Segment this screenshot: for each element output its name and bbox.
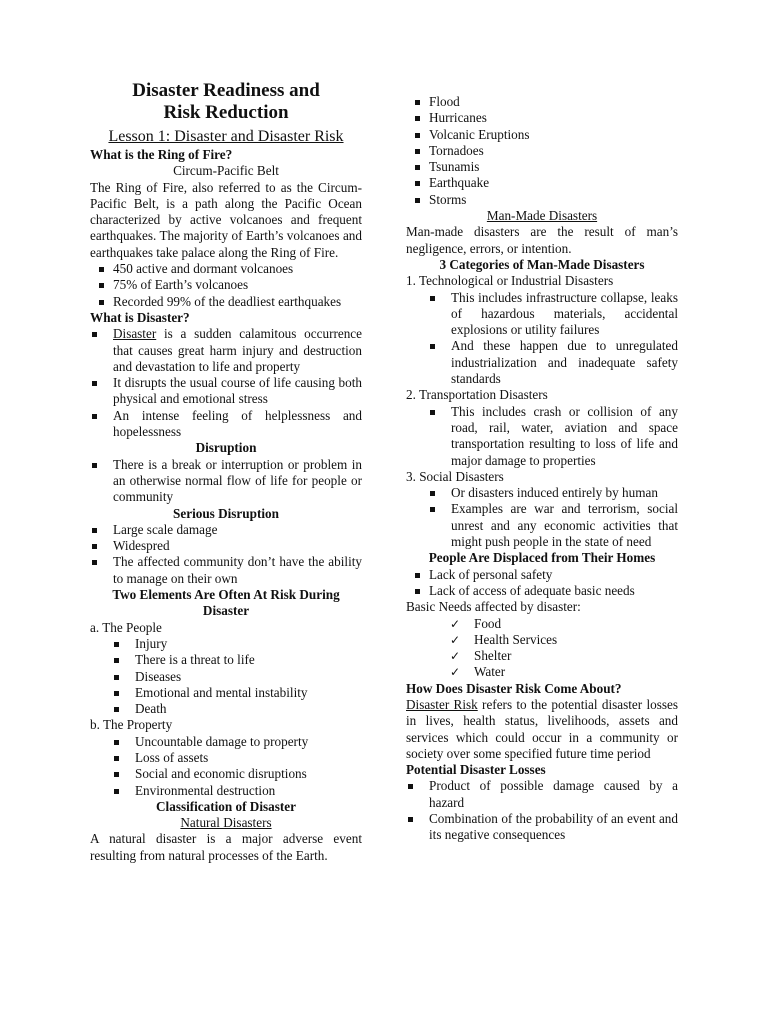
category-3-label: 3. Social Disasters (406, 468, 504, 484)
list-item: Social and economic disruptions (90, 766, 362, 782)
property-list (90, 734, 362, 799)
square-bullet-icon (114, 691, 119, 696)
square-bullet-icon (415, 181, 420, 186)
list-item: An intense feeling of helplessness and hopelessness (90, 408, 362, 441)
square-bullet-icon (430, 491, 435, 496)
square-bullet-icon (415, 198, 420, 203)
square-bullet-icon (92, 381, 97, 386)
square-bullet-icon (92, 414, 97, 419)
square-bullet-icon (415, 165, 420, 170)
square-bullet-icon (430, 507, 435, 512)
square-bullet-icon (114, 642, 119, 647)
classification-heading: Classification of Disaster (156, 798, 296, 814)
list-item: Flood (406, 94, 678, 110)
list-item: There is a threat to life (90, 652, 362, 668)
list-item: Storms (406, 192, 678, 208)
displaced-list (406, 567, 678, 600)
list-item: Hurricanes (406, 110, 678, 126)
list-item: 450 active and dormant volcanoes (90, 261, 362, 277)
square-bullet-icon (114, 675, 119, 680)
list-item: It disrupts the usual course of life causing both physical and emotional stress (90, 375, 362, 408)
square-bullet-icon (92, 528, 97, 533)
basic-needs-list (406, 616, 678, 681)
list-item: ✓ Shelter (450, 648, 512, 664)
checkmark-icon: ✓ (450, 632, 461, 647)
list-item: Examples are war and terrorism, social unrest and any economic activities that might push people in the state of need (406, 501, 678, 550)
disaster-definition-list (90, 326, 362, 440)
basic-needs-label: Basic Needs affected by disaster: (406, 599, 581, 615)
list-item: This includes crash or collision of any road, rail, water, aviation and space transportation resulting to loss of life and major damage to properties (406, 404, 678, 469)
list-item: Death (90, 701, 362, 717)
square-bullet-icon (430, 344, 435, 349)
checkmark-icon: ✓ (450, 616, 461, 631)
square-bullet-icon (430, 410, 435, 415)
ring-of-fire-paragraph: The Ring of Fire, also referred to as the Circum-Pacific Belt, is a path along the Pacific Ocean characterized by active volcanoes and frequent earthquakes. The majority of Earth’s volcanoes and earthquakes take palace along the Ring of Fire. (90, 179, 362, 260)
what-is-disaster-heading: What is Disaster? (90, 309, 190, 325)
category-2-label: 2. Transportation Disasters (406, 387, 548, 403)
disruption-heading: Disruption (195, 440, 257, 456)
list-item: Environmental destruction (90, 783, 362, 799)
list-item: Uncountable damage to property (90, 734, 362, 750)
lesson-heading: Lesson 1: Disaster and Disaster Risk (108, 128, 344, 145)
natural-disasters-paragraph: A natural disaster is a major adverse event resulting from natural processes of the Earth. (90, 831, 362, 863)
disruption-list (90, 457, 362, 506)
list-item: Large scale damage (90, 522, 362, 538)
list-item: Tsunamis (406, 159, 678, 175)
checkmark-icon: ✓ (450, 665, 461, 680)
category-1-list (406, 290, 678, 388)
list-item: Disaster is a sudden calamitous occurrence that causes great harm injury and destruction and devastation to life and property (90, 326, 362, 375)
list-item: Product of possible damage caused by a hazard (406, 778, 678, 811)
category-2-list (406, 404, 678, 469)
list-item: The affected community don’t have the ability to manage on their own (90, 554, 362, 587)
categories-heading: 3 Categories of Man-Made Disasters (439, 256, 645, 272)
square-bullet-icon (114, 789, 119, 794)
square-bullet-icon (415, 116, 420, 121)
man-made-paragraph: Man-made disasters are the result of man’s negligence, errors, or intention. (406, 224, 678, 256)
document-title-line2: Risk Reduction (163, 102, 289, 123)
people-label: a. The People (90, 619, 162, 635)
list-item: Lack of access of adequate basic needs (406, 583, 678, 599)
square-bullet-icon (114, 707, 119, 712)
checkmark-icon: ✓ (450, 649, 461, 664)
square-bullet-icon (415, 573, 420, 578)
serious-disruption-heading: Serious Disruption (173, 505, 279, 521)
square-bullet-icon (415, 100, 420, 105)
two-elements-heading: Two Elements Are Often At Risk During Disaster (112, 587, 340, 619)
square-bullet-icon (408, 784, 413, 789)
document-title-line1: Disaster Readiness and (132, 80, 320, 101)
property-label: b. The Property (90, 717, 173, 733)
square-bullet-icon (99, 300, 104, 305)
potential-losses-list (406, 778, 678, 843)
potential-losses-heading: Potential Disaster Losses (406, 762, 546, 778)
list-item: Earthquake (406, 175, 678, 191)
disaster-risk-term: Disaster Risk (406, 696, 478, 712)
list-item: ✓ Food (450, 615, 502, 631)
square-bullet-icon (92, 463, 97, 468)
square-bullet-icon (114, 756, 119, 761)
square-bullet-icon (114, 658, 119, 663)
list-item: Volcanic Eruptions (406, 127, 678, 143)
square-bullet-icon (92, 332, 97, 337)
disaster-term: Disaster (113, 326, 157, 342)
list-item: Diseases (90, 669, 362, 685)
square-bullet-icon (92, 560, 97, 565)
square-bullet-icon (114, 772, 119, 777)
square-bullet-icon (415, 133, 420, 138)
list-item: Or disasters induced entirely by human (406, 485, 678, 501)
left-column (90, 80, 362, 864)
square-bullet-icon (92, 544, 97, 549)
list-item: 75% of Earth’s volcanoes (90, 277, 362, 293)
square-bullet-icon (114, 740, 119, 745)
square-bullet-icon (99, 283, 104, 288)
list-item: Loss of assets (90, 750, 362, 766)
list-item: Lack of personal safety (406, 567, 678, 583)
ring-of-fire-subheading: Circum-Pacific Belt (173, 163, 279, 179)
list-item: ✓ Health Services (450, 631, 558, 647)
man-made-heading: Man-Made Disasters (486, 208, 598, 224)
disaster-risk-heading: How Does Disaster Risk Come About? (406, 680, 622, 696)
list-item: This includes infrastructure collapse, leaks of hazardous materials, accidental explosions or utility failures (406, 290, 678, 339)
displaced-heading: People Are Displaced from Their Homes (428, 550, 656, 566)
ring-of-fire-heading: What is the Ring of Fire? (90, 147, 233, 162)
square-bullet-icon (415, 589, 420, 594)
category-3-list (406, 485, 678, 550)
category-1-label: 1. Technological or Industrial Disasters (406, 273, 614, 289)
list-item: Emotional and mental instability (90, 685, 362, 701)
right-column (406, 94, 678, 844)
list-item: Tornadoes (406, 143, 678, 159)
ring-of-fire-list (90, 261, 362, 310)
list-item: Injury (90, 636, 362, 652)
square-bullet-icon (99, 267, 104, 272)
natural-disasters-heading: Natural Disasters (180, 815, 272, 831)
list-item: And these happen due to unregulated industrialization and inadequate safety standards (406, 338, 678, 387)
list-item: There is a break or interruption or problem in an otherwise normal flow of life for people or community (90, 457, 362, 506)
square-bullet-icon (430, 296, 435, 301)
list-item: Recorded 99% of the deadliest earthquakes (90, 294, 362, 310)
people-list (90, 636, 362, 717)
list-item: Combination of the probability of an event and its negative consequences (406, 811, 678, 844)
disaster-risk-paragraph: Disaster Risk refers to the potential disaster losses in lives, health status, livelihoods, assets and services which could occur in a community or society over some specified future time period (406, 696, 678, 761)
list-item: Widespred (90, 538, 362, 554)
square-bullet-icon (408, 817, 413, 822)
natural-disasters-list (406, 94, 678, 208)
list-item: ✓ Water (450, 664, 506, 680)
serious-disruption-list (90, 522, 362, 587)
square-bullet-icon (415, 149, 420, 154)
